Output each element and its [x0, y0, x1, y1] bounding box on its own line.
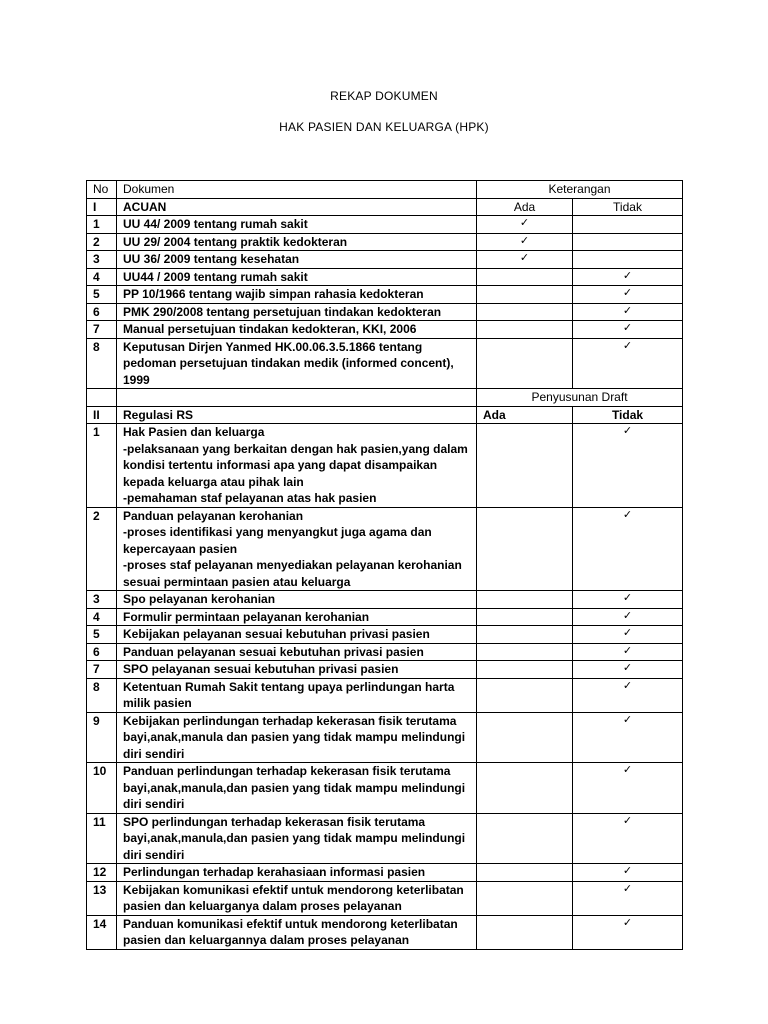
row-document-line: Formulir permintaan pelayanan kerohanian — [123, 609, 370, 624]
table-row — [87, 915, 683, 949]
check-tidak-icon: ✓ — [573, 338, 683, 389]
row-document — [117, 813, 477, 864]
row-document — [117, 661, 477, 679]
row-document: PP 10/1966 tentang wajib simpan rahasia kedokteran — [117, 286, 477, 304]
cell-ada — [477, 321, 573, 339]
section-regulasi-row — [87, 406, 683, 424]
check-tidak-icon: ✓ — [573, 643, 683, 661]
check-tidak-icon: ✓ — [573, 661, 683, 679]
row-no: 4 — [87, 268, 117, 286]
row-document — [117, 864, 477, 882]
table-row — [87, 303, 683, 321]
check-tidak-icon: ✓ — [573, 286, 683, 304]
check-tidak-icon: ✓ — [573, 881, 683, 915]
table-row — [87, 507, 683, 591]
row-document: UU 29/ 2004 tentang praktik kedokteran — [117, 233, 477, 251]
section-acuan-row — [87, 198, 683, 216]
table-row — [87, 608, 683, 626]
check-tidak-icon: ✓ — [573, 268, 683, 286]
row-document: UU 36/ 2009 tentang kesehatan — [117, 251, 477, 269]
cell-ada — [477, 424, 573, 508]
row-document-line: Kebijakan komunikasi efektif untuk mendorong keterlibatan pasien dan keluarganya dalam proses pelayanan — [123, 882, 464, 913]
section-regulasi-ada: Ada — [477, 406, 573, 424]
cell-tidak — [573, 216, 683, 234]
check-tidak-icon: ✓ — [573, 864, 683, 882]
section-regulasi-title: Regulasi RS — [117, 406, 477, 424]
row-document-line: -proses staf pelayanan menyediakan pelayanan kerohanian sesuai permintaan pasien atau keluarga — [123, 558, 462, 589]
row-no: 2 — [87, 507, 117, 591]
section-regulasi-tidak: Tidak — [573, 406, 683, 424]
row-no: 6 — [87, 643, 117, 661]
check-tidak-icon: ✓ — [573, 608, 683, 626]
cell-ada — [477, 864, 573, 882]
row-no: 2 — [87, 233, 117, 251]
check-tidak-icon: ✓ — [573, 813, 683, 864]
row-document — [117, 507, 477, 591]
cell-ada — [477, 813, 573, 864]
check-tidak-icon: ✓ — [573, 507, 683, 591]
row-document — [117, 591, 477, 609]
section-acuan-no: I — [87, 198, 117, 216]
row-document-line: Kebijakan perlindungan terhadap kekerasan fisik terutama bayi,anak,manula dan pasien yang tidak mampu melindungi diri sendiri — [123, 713, 466, 761]
check-tidak-icon: ✓ — [573, 626, 683, 644]
row-no: 12 — [87, 864, 117, 882]
check-ada-icon: ✓ — [477, 233, 573, 251]
table-row — [87, 591, 683, 609]
row-document-line: -pemahaman staf pelayanan atas hak pasien — [123, 491, 377, 505]
row-document-line: Panduan pelayanan sesuai kebutuhan privasi pasien — [123, 644, 424, 659]
row-document-line: -pelaksanaan yang berkaitan dengan hak pasien,yang dalam kondisi tertentu informasi apa yang dapat disampaikan kepada keluarga atau pihak lain — [123, 441, 468, 489]
row-no: 8 — [87, 338, 117, 389]
row-document — [117, 608, 477, 626]
row-no: 8 — [87, 678, 117, 712]
cell-ada — [477, 643, 573, 661]
row-document — [117, 881, 477, 915]
cell-ada — [477, 915, 573, 949]
table-row — [87, 424, 683, 508]
row-document: UU 44/ 2009 tentang rumah sakit — [117, 216, 477, 234]
row-no: 7 — [87, 321, 117, 339]
check-tidak-icon: ✓ — [573, 303, 683, 321]
table-row — [87, 661, 683, 679]
row-document — [117, 763, 477, 814]
table-row — [87, 286, 683, 304]
draft-empty-no — [87, 389, 117, 407]
row-document — [117, 678, 477, 712]
row-document — [117, 424, 477, 508]
row-no: 1 — [87, 216, 117, 234]
cell-tidak — [573, 251, 683, 269]
table-row — [87, 338, 683, 389]
header-dokumen: Dokumen — [117, 181, 477, 199]
cell-ada — [477, 661, 573, 679]
row-document-line: Ketentuan Rumah Sakit tentang upaya perlindungan harta milik pasien — [123, 679, 455, 710]
cell-tidak — [573, 233, 683, 251]
row-no: 1 — [87, 424, 117, 508]
check-tidak-icon: ✓ — [573, 321, 683, 339]
row-no: 6 — [87, 303, 117, 321]
check-tidak-icon: ✓ — [573, 424, 683, 508]
row-no: 13 — [87, 881, 117, 915]
row-document — [117, 643, 477, 661]
row-document: Manual persetujuan tindakan kedokteran, KKI, 2006 — [117, 321, 477, 339]
cell-ada — [477, 303, 573, 321]
table-row — [87, 813, 683, 864]
row-no: 5 — [87, 286, 117, 304]
cell-ada — [477, 338, 573, 389]
document-title: REKAP DOKUMEN — [330, 89, 438, 103]
row-document-line: Panduan perlindungan terhadap kekerasan fisik terutama bayi,anak,manula,dan pasien yang tidak mampu melindungi diri sendiri — [123, 764, 466, 811]
row-no: 3 — [87, 251, 117, 269]
row-document — [117, 915, 477, 949]
row-no: 11 — [87, 813, 117, 864]
table-row — [87, 268, 683, 286]
cell-ada — [477, 763, 573, 814]
row-document: UU44 / 2009 tentang rumah sakit — [117, 268, 477, 286]
cell-ada — [477, 507, 573, 591]
cell-ada — [477, 626, 573, 644]
check-tidak-icon: ✓ — [573, 915, 683, 949]
table-row — [87, 864, 683, 882]
table-row — [87, 233, 683, 251]
cell-ada — [477, 678, 573, 712]
row-no: 9 — [87, 712, 117, 763]
row-document-line: Panduan pelayanan kerohanian — [123, 508, 304, 523]
table-row — [87, 678, 683, 712]
header-no: No — [87, 181, 117, 199]
draft-header-row — [87, 389, 683, 407]
table-row — [87, 321, 683, 339]
row-no: 3 — [87, 591, 117, 609]
row-document-line: Spo pelayanan kerohanian — [123, 592, 276, 606]
section-acuan-tidak: Tidak — [573, 198, 683, 216]
table-row — [87, 643, 683, 661]
check-tidak-icon: ✓ — [573, 712, 683, 763]
draft-label: Penyusunan Draft — [477, 389, 683, 407]
document-subtitle: HAK PASIEN DAN KELUARGA (HPK) — [279, 120, 489, 134]
row-document — [117, 712, 477, 763]
table-row — [87, 763, 683, 814]
table-body — [87, 181, 683, 950]
row-document-line: -proses identifikasi yang menyangkut juga agama dan kepercayaan pasien — [123, 525, 432, 556]
row-document-line: Panduan komunikasi efektif untuk mendorong keterlibatan pasien dan keluargannya dalam proses pelayanan — [123, 916, 458, 947]
row-document-line: Kebijakan pelayanan sesuai kebutuhan privasi pasien — [123, 627, 430, 641]
section-acuan-title: ACUAN — [117, 198, 477, 216]
check-ada-icon: ✓ — [477, 251, 573, 269]
table-row — [87, 626, 683, 644]
row-document — [117, 626, 477, 644]
table-header-row — [87, 181, 683, 199]
header-keterangan: Keterangan — [477, 181, 683, 199]
row-document-line: SPO pelayanan sesuai kebutuhan privasi pasien — [123, 662, 399, 676]
row-document-line: SPO perlindungan terhadap kekerasan fisik terutama bayi,anak,manula,dan pasien yang tidak mampu melindungi diri sendiri — [123, 814, 466, 862]
row-document: Keputusan Dirjen Yanmed HK.00.06.3.5.1866 tentang pedoman persetujuan tindakan medik (informed concent), 1999 — [117, 338, 477, 389]
draft-empty-doc — [117, 389, 477, 407]
cell-ada — [477, 286, 573, 304]
section-regulasi-no: II — [87, 406, 117, 424]
document-table — [86, 180, 683, 950]
row-no: 7 — [87, 661, 117, 679]
table-row — [87, 216, 683, 234]
cell-ada — [477, 712, 573, 763]
row-document-line: Hak Pasien dan keluarga — [123, 425, 265, 439]
cell-ada — [477, 591, 573, 609]
table-row — [87, 251, 683, 269]
section-acuan-ada: Ada — [477, 198, 573, 216]
row-document: PMK 290/2008 tentang persetujuan tindakan kedokteran — [117, 303, 477, 321]
table-row — [87, 712, 683, 763]
check-tidak-icon: ✓ — [573, 591, 683, 609]
check-tidak-icon: ✓ — [573, 678, 683, 712]
cell-ada — [477, 881, 573, 915]
check-ada-icon: ✓ — [477, 216, 573, 234]
row-no: 14 — [87, 915, 117, 949]
row-no: 5 — [87, 626, 117, 644]
cell-ada — [477, 608, 573, 626]
row-no: 4 — [87, 608, 117, 626]
cell-ada — [477, 268, 573, 286]
row-no: 10 — [87, 763, 117, 814]
check-tidak-icon: ✓ — [573, 763, 683, 814]
row-document-line: Perlindungan terhadap kerahasiaan informasi pasien — [123, 865, 426, 879]
table-row — [87, 881, 683, 915]
